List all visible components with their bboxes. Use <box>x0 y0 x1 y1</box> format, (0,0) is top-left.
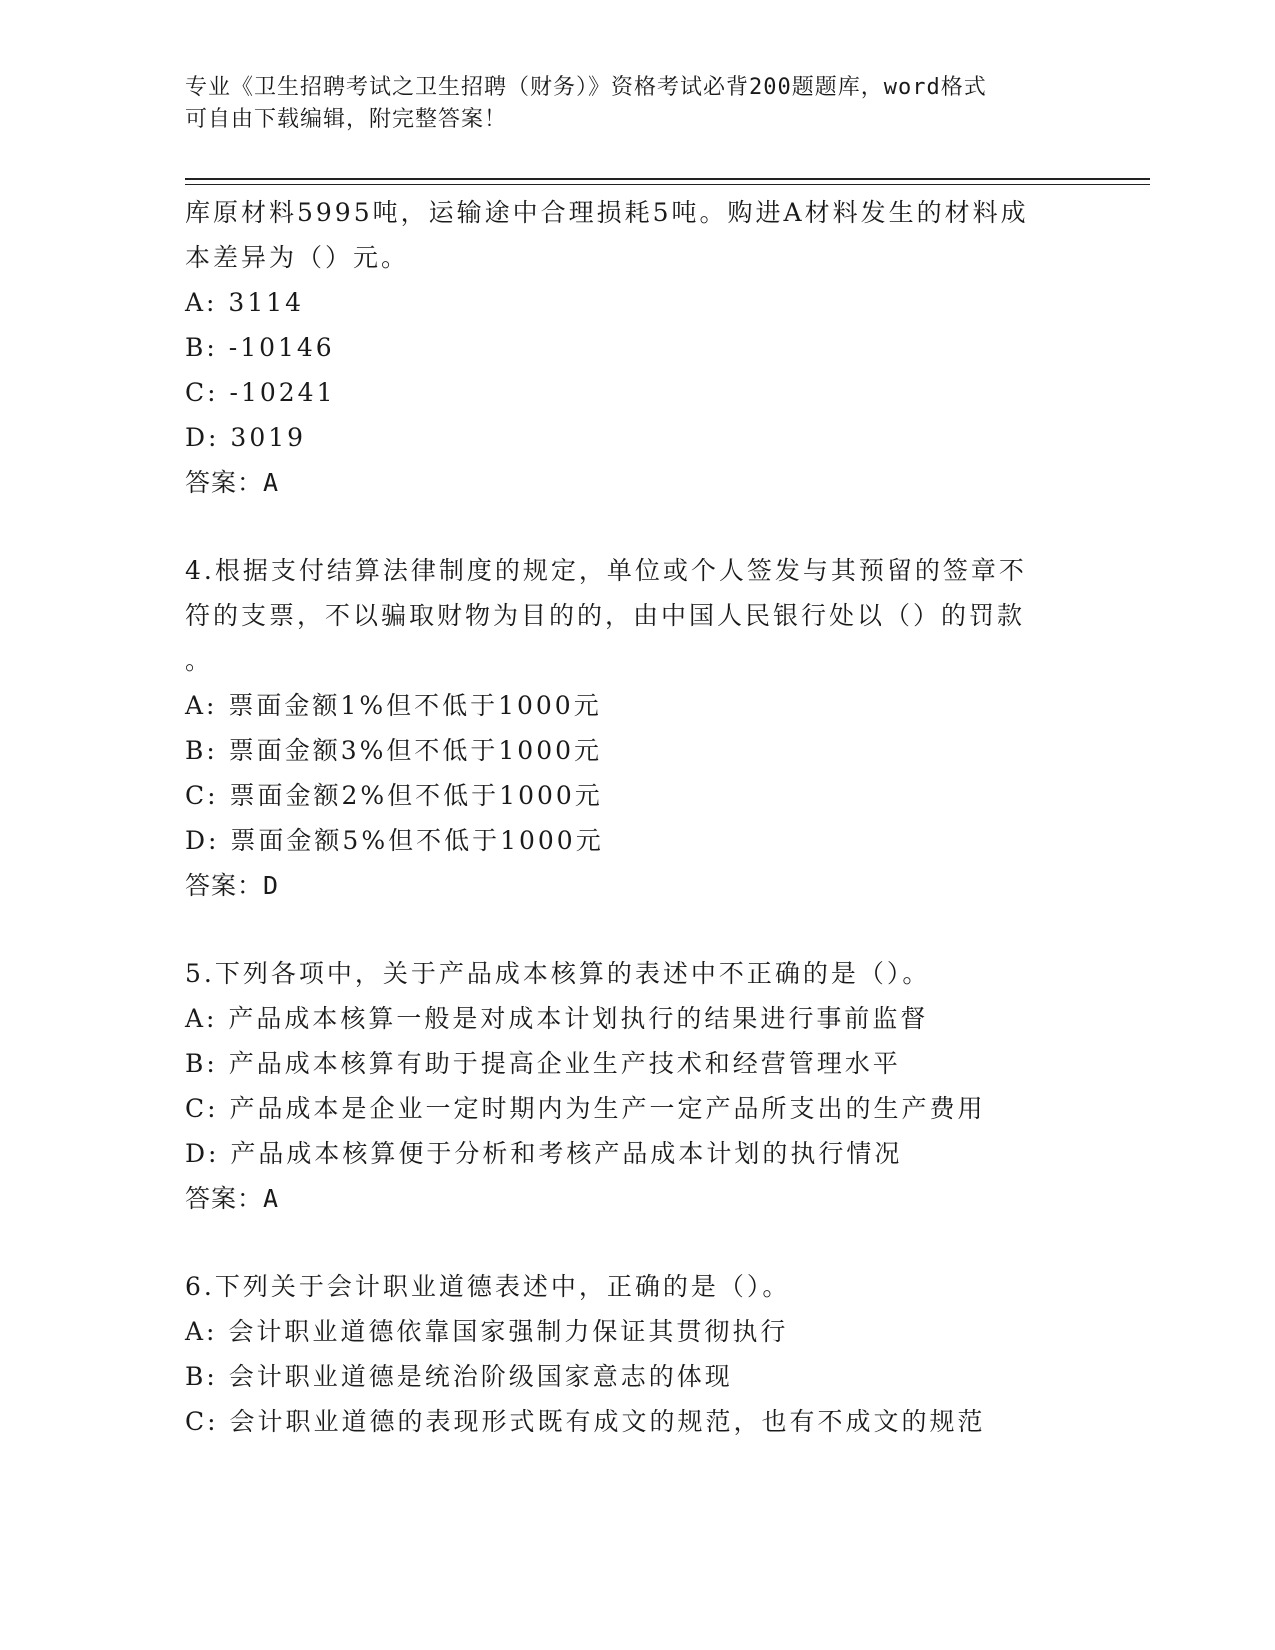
option-b: B: 产品成本核算有助于提高企业生产技术和经营管理水平 <box>185 1049 901 1078</box>
option-b: B: -10146 <box>185 333 335 362</box>
header-line-1: 专业《卫生招聘考试之卫生招聘（财务）》资格考试必背200题题库，word格式 <box>185 75 987 100</box>
document-header <box>185 72 1065 136</box>
spacer <box>185 505 1085 548</box>
answer-line: 答案：A <box>185 468 280 497</box>
question-stem-line: 6.下列关于会计职业道德表述中，正确的是（）。 <box>185 1272 791 1301</box>
option-d: D: 票面金额5%但不低于1000元 <box>185 826 604 855</box>
header-line-2: 可自由下载编辑，附完整答案！ <box>185 107 508 132</box>
option-a: A: 票面金额1%但不低于1000元 <box>185 691 602 720</box>
option-b: B: 票面金额3%但不低于1000元 <box>185 736 603 765</box>
option-a: A: 3114 <box>185 288 305 317</box>
question-4 <box>185 548 1085 908</box>
question-stem-line: 本差异为（）元。 <box>185 243 410 272</box>
question-stem-line: 符的支票，不以骗取财物为目的的，由中国人民银行处以（）的罚款 <box>185 601 1026 630</box>
spacer <box>185 908 1085 951</box>
option-a: A: 会计职业道德依靠国家强制力保证其贯彻执行 <box>185 1317 789 1346</box>
answer-line: 答案：D <box>185 871 280 900</box>
question-stem-line: 库原材料5995吨，运输途中合理损耗5吨。购进A材料发生的材料成 <box>185 198 1029 227</box>
question-list <box>185 190 1085 1444</box>
option-d: D: 产品成本核算便于分析和考核产品成本计划的执行情况 <box>185 1139 903 1168</box>
option-c: C: 会计职业道德的表现形式既有成文的规范，也有不成文的规范 <box>185 1407 986 1436</box>
option-b: B: 会计职业道德是统治阶级国家意志的体现 <box>185 1362 733 1391</box>
option-a: A: 产品成本核算一般是对成本计划执行的结果进行事前监督 <box>185 1004 929 1033</box>
answer-line: 答案：A <box>185 1184 280 1213</box>
question-6 <box>185 1264 1085 1444</box>
question-3 <box>185 190 1085 505</box>
question-stem-line: 4.根据支付结算法律制度的规定，单位或个人签发与其预留的签章不 <box>185 556 1027 585</box>
question-stem-line: 5.下列各项中，关于产品成本核算的表述中不正确的是（）。 <box>185 959 931 988</box>
option-c: C: 产品成本是企业一定时期内为生产一定产品所支出的生产费用 <box>185 1094 986 1123</box>
spacer <box>185 1221 1085 1264</box>
option-d: D: 3019 <box>185 423 307 452</box>
option-c: C: 票面金额2%但不低于1000元 <box>185 781 603 810</box>
question-stem-line: 。 <box>185 646 214 675</box>
option-c: C: -10241 <box>185 378 336 407</box>
question-5 <box>185 951 1085 1221</box>
header-divider-thick <box>185 178 1150 180</box>
header-divider-thin <box>185 184 1150 185</box>
